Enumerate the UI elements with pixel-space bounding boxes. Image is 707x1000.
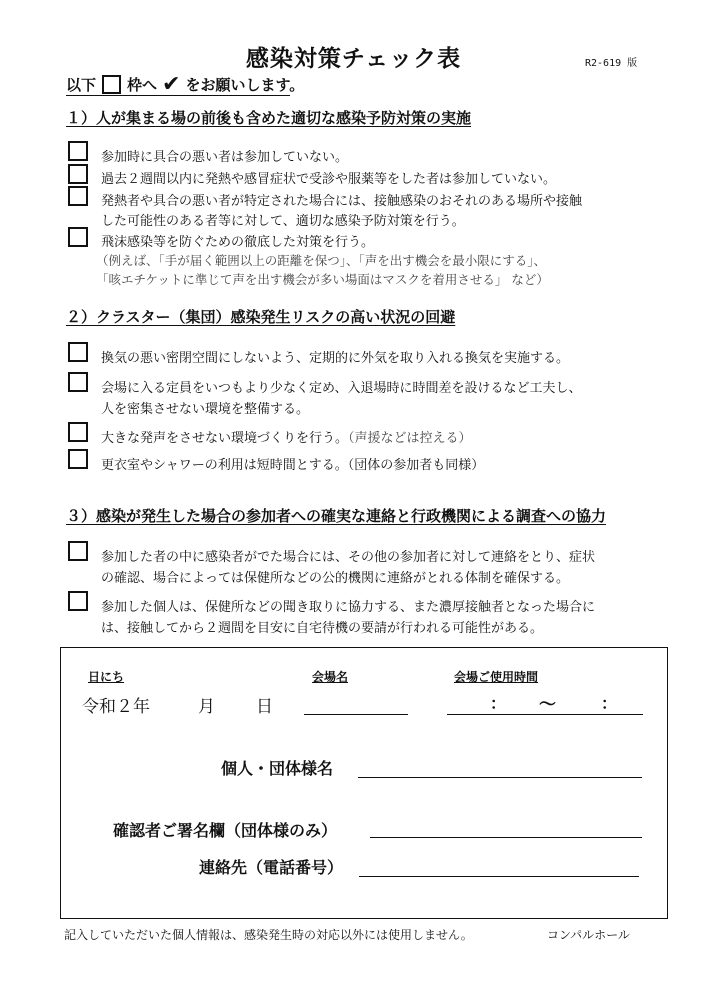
date-day: 日: [256, 697, 273, 717]
section-3-heading: ３）感染が発生した場合の参加者への確実な連絡と行政機関による調査への協力: [66, 507, 607, 525]
date-label: 日にち: [88, 670, 125, 684]
privacy-note: 記入していただいた個人情報は、感染発生時の対応以外には使用しません。: [64, 928, 473, 942]
item-1-1-line-1: 参加時に具合の悪い者は参加していない。: [101, 150, 349, 165]
name-field[interactable]: [358, 777, 642, 778]
item-2-3-text: 大きな発声をさせない環境づくりを行う。: [101, 431, 349, 446]
contact-label: 連絡先（電話番号）: [199, 858, 344, 877]
item-3-1-line-2: の確認、場合によっては保健所などの公的機関に連絡がとれる体制を確保する。: [101, 571, 570, 586]
item-1-4-line-1: 飛沫感染等を防ぐための徹底した対策を行う。: [101, 235, 375, 250]
time-separator-end: ：: [601, 694, 618, 713]
checkbox-1-3[interactable]: [68, 186, 88, 206]
item-2-3-line-1: [101, 427, 472, 446]
registration-form: [60, 647, 668, 919]
section-2-heading: ２）クラスター（集団）感染発生リスクの高い状況の回避: [66, 308, 456, 326]
item-2-1-line-1: 換気の悪い密閉空間にしないよう、定期的に外気を取り入れる換気を実施する。: [101, 351, 570, 366]
item-1-3-line-2: した可能性のある者等に対して、適切な感染予防対策を行う。: [101, 214, 465, 229]
section-1-note-2: 「咳エチケットに準じて声を出す機会が多い場面はマスクを着用させる」 など）: [96, 272, 549, 287]
item-2-2-line-1: 会場に入る定員をいつもより少なく定め、入退場時に時間差を設けるなど工夫し、: [101, 381, 582, 396]
sample-checkbox-icon: [102, 75, 121, 94]
item-1-3-line-1: 発熱者や具合の悪い者が特定された場合には、接触感染のおそれのある場所や接触: [101, 194, 583, 209]
item-1-2-line-1: 過去２週間以内に発熱や感冒症状で受診や服薬等をした者は参加していない。: [101, 172, 557, 187]
item-3-2-line-1: 参加した個人は、保健所などの聞き取りに協力する、また濃厚接触者となった場合に: [101, 600, 596, 615]
instruction-underline: [66, 95, 290, 96]
checkbox-1-2[interactable]: [68, 164, 88, 184]
signature-field[interactable]: [370, 837, 642, 838]
checkbox-3-1[interactable]: [68, 541, 88, 561]
checkmark-icon: ✔: [162, 71, 181, 97]
instruction-prefix: 以下: [66, 76, 97, 94]
checkbox-1-4[interactable]: [68, 227, 88, 247]
name-label: 個人・団体様名: [221, 759, 334, 778]
section-1-heading: １）人が集まる場の前後も含めた適切な感染予防対策の実施: [66, 109, 472, 127]
date-month: 月: [198, 697, 215, 717]
time-separator-start: ：: [490, 694, 507, 713]
checkbox-1-1[interactable]: [68, 141, 88, 161]
checkbox-2-4[interactable]: [68, 449, 88, 469]
item-2-3-note: （声援などは控える）: [348, 431, 472, 446]
instruction-line: [66, 71, 305, 97]
version-label: R2-619 版: [585, 58, 638, 69]
checkbox-3-2[interactable]: [68, 591, 88, 611]
instruction-suffix: をお願いします。: [185, 76, 305, 94]
item-2-2-line-2: 人を密集させない環境を整備する。: [101, 402, 310, 417]
checkbox-2-3[interactable]: [68, 422, 88, 442]
venue-label: 会場名: [312, 670, 349, 684]
item-3-1-line-1: 参加した者の中に感染者がでた場合には、その他の参加者に対して連絡をとり、症状: [101, 550, 596, 565]
signature-label: 確認者ご署名欄（団体様のみ）: [113, 821, 338, 840]
page-title: 感染対策チェック表: [245, 46, 462, 72]
date-era: 令和２年: [82, 697, 150, 717]
item-2-4-line-1: 更衣室やシャワーの利用は短時間とする。（団体の参加者も同様）: [101, 458, 485, 473]
checkbox-2-1[interactable]: [68, 342, 88, 362]
venue-field[interactable]: [304, 714, 408, 715]
time-label: 会場ご使用時間: [454, 670, 539, 684]
time-tilde: 〜: [539, 695, 556, 715]
checkbox-2-2[interactable]: [68, 372, 88, 392]
contact-field[interactable]: [359, 876, 639, 877]
item-3-2-line-2: は、接触してから２週間を目安に自宅待機の要請が行われる可能性がある。: [101, 621, 544, 636]
instruction-middle: 枠へ: [127, 76, 158, 94]
section-1-note-1: （例えば、「手が届く範囲以上の距離を保つ」、「声を出す機会を最小限にする」、: [96, 253, 547, 268]
organization-name: コンパルホール: [547, 928, 630, 942]
